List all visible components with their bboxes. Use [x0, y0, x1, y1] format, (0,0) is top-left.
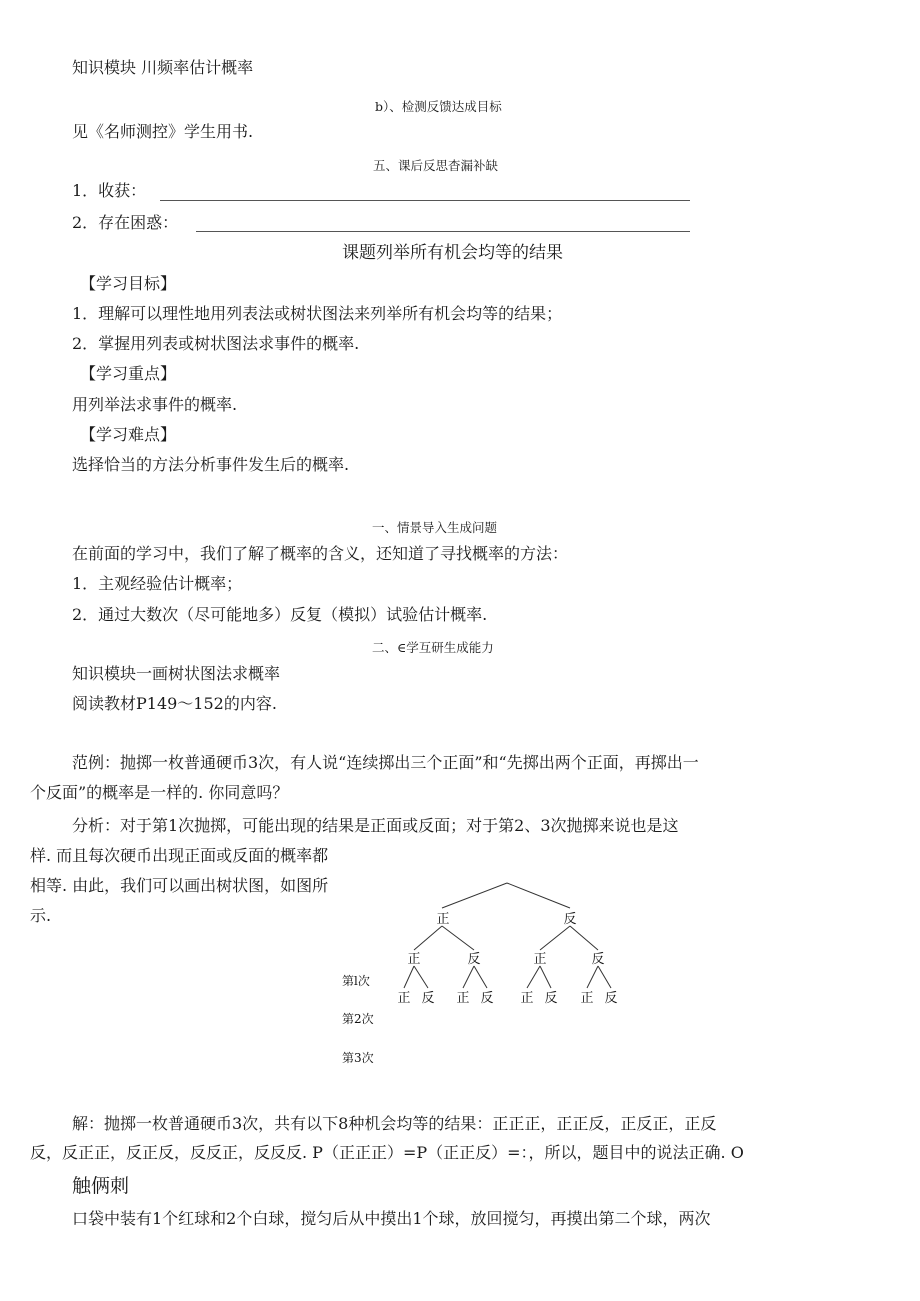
tree-node-tails: 反: [467, 952, 481, 967]
tree-level-label: 第2次: [342, 1012, 374, 1026]
tree-leaf-heads: 正: [580, 991, 594, 1006]
section-heading: 五、课后反思杳漏补缺: [373, 158, 499, 173]
tree-leaf-tails: 反: [604, 991, 618, 1006]
paragraph: 见《名师测控》学生用书.: [72, 122, 254, 141]
solution-text: 反，反正正，反正反，反反正，反反反. P（正正正）=P（正正反）=：，所以，题目中的说法正确. O: [30, 1143, 744, 1162]
tree-node-heads: 正: [436, 912, 450, 927]
difficulty-heading: 【学习难点】: [80, 425, 177, 444]
example-text: 范例：抛掷一枚普通硬币3次，有人说“连续掷出三个正面”和“先掷出两个正面，再掷出一: [72, 753, 699, 772]
practice-text: 口袋中装有1个红球和2个白球，搅匀后从中摸出1个球，放回搅匀，再摸出第二个球，两次: [72, 1209, 711, 1228]
objective-item: 2．掌握用列表或树状图法求事件的概率.: [72, 334, 360, 353]
tree-node-tails: 反: [591, 952, 605, 967]
solution-text: 解：抛掷一枚普通硬币3次，共有以下8种机会均等的结果：正正正，正正反，正反正，正反: [72, 1114, 717, 1133]
example-text: 个反面”的概率是一样的. 你同意吗？: [30, 783, 289, 802]
section-heading: 一、情景导入生成问题: [372, 520, 498, 535]
section-heading: 二、∈学互研生成能力: [372, 640, 494, 655]
module-title: 知识模块一画树状图法求概率: [72, 664, 281, 683]
keypoint-heading: 【学习重点】: [80, 364, 177, 383]
analysis-text: 相等. 由此，我们可以画出树状图，如图所: [30, 876, 329, 895]
paragraph: 选择恰当的方法分析事件发生后的概率.: [72, 455, 350, 474]
list-item: 1．主观经验估计概率；: [72, 574, 243, 593]
analysis-text: 示.: [30, 906, 52, 925]
analysis-text: 分析：对于第1次抛掷，可能出现的结果是正面或反面；对于第2、3次抛掷来说也是这: [72, 816, 679, 835]
objective-item: 1．理解可以理性地用列表法或树状图法来列举所有机会均等的结果；: [72, 304, 563, 323]
harvest-label: 1．收获：: [72, 181, 147, 200]
tree-leaf-tails: 反: [544, 991, 558, 1006]
tree-level-label: 第l次: [342, 974, 370, 988]
analysis-text: 样. 而且每次硬币出现正面或反面的概率都: [30, 846, 329, 865]
difficulty-label: 2．存在困惑：: [72, 213, 179, 232]
module-title: 知识模块 川频率估计概率: [72, 58, 254, 77]
objectives-heading: 【学习目标】: [80, 274, 177, 293]
tree-leaf-heads: 正: [456, 991, 470, 1006]
tree-leaf-tails: 反: [480, 991, 494, 1006]
tree-node-heads: 正: [407, 952, 421, 967]
paragraph: 在前面的学习中，我们了解了概率的含义，还知道了寻找概率的方法：: [72, 544, 569, 563]
tree-leaf-heads: 正: [397, 991, 411, 1006]
tree-level-label: 第3次: [342, 1051, 374, 1065]
tree-leaf-heads: 正: [520, 991, 534, 1006]
list-item: 2．通过大数次（尽可能地多）反复（模拟）试验估计概率.: [72, 605, 488, 624]
tree-node-heads: 正: [533, 952, 547, 967]
paragraph: 用列举法求事件的概率.: [72, 395, 238, 414]
tree-node-tails: 反: [563, 912, 577, 927]
tree-leaf-tails: 反: [421, 991, 435, 1006]
paragraph: 阅读教材P149～152的内容.: [72, 694, 277, 713]
practice-heading: 触俩刺: [72, 1175, 130, 1197]
lesson-title: 课题列举所有机会均等的结果: [342, 243, 563, 263]
section-heading: b）、检测反馈达成目标: [375, 99, 502, 114]
